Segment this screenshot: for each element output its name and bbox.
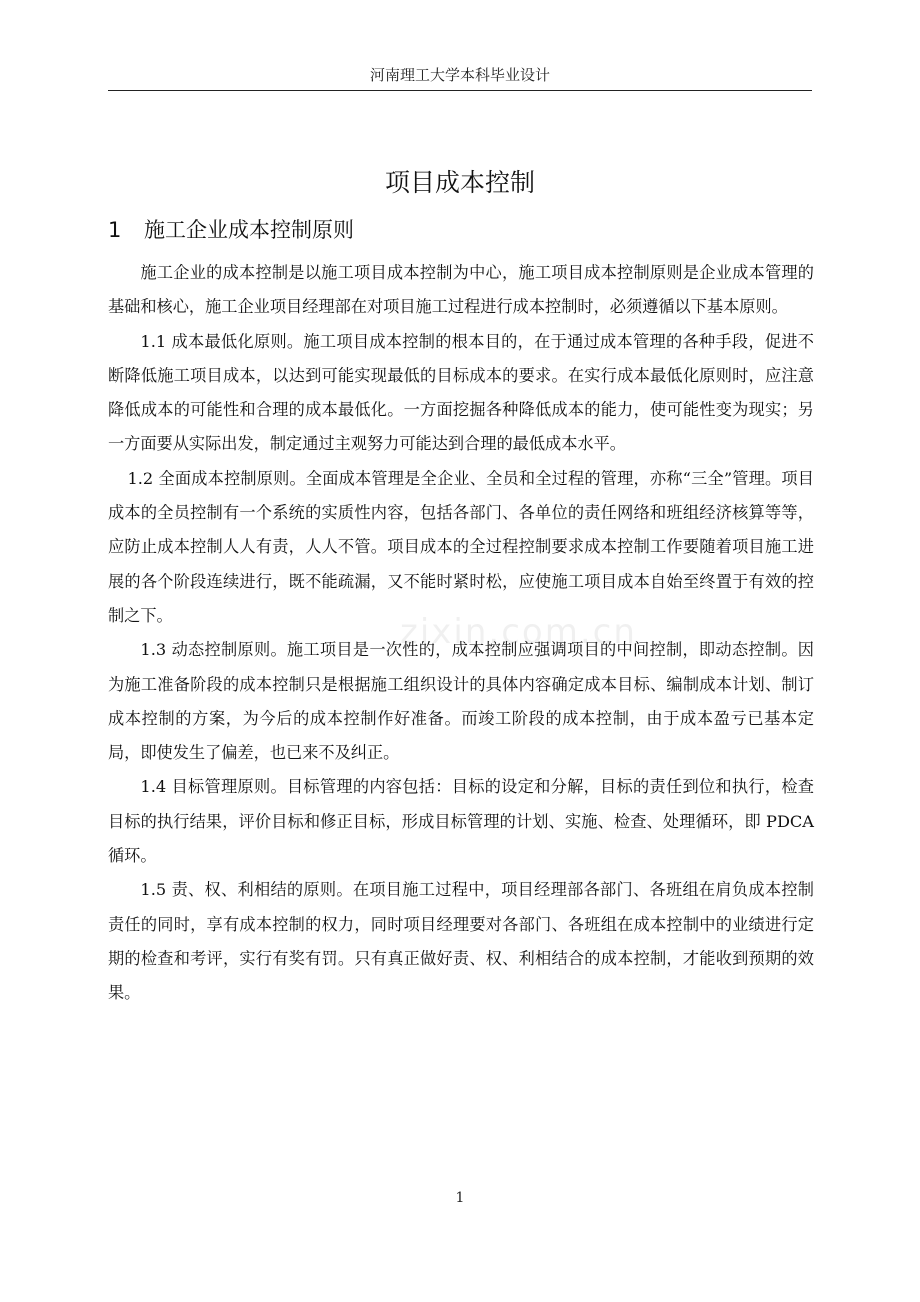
paragraph-1-3: 1.3 动态控制原则。施工项目是一次性的，成本控制应强调项目的中间控制，即动态控制。因为施工准备阶段的成本控制只是根据施工组织设计的具体内容确定成本目标、编制成本计划、制订成本控制的方案，为今后的成本控制作好准备。而竣工阶段的成本控制，由于成本盈亏已基本定局，即使发生了偏差，也已来不及纠正。	[108, 640, 814, 763]
header-text: 河南理工大学本科毕业设计	[369, 66, 550, 84]
paragraph-1-4: 1.4 目标管理原则。目标管理的内容包括：目标的设定和分解，目标的责任到位和执行，检查目标的执行结果，评价目标和修正目标，形成目标管理的计划、实施、检查、处理循环，即 PDCA 循环。	[108, 777, 814, 866]
document-title: 项目成本控制	[384, 168, 535, 197]
paragraph-1-1: 1.1 成本最低化原则。施工项目成本控制的根本目的，在于通过成本管理的各种手段，促进不断降低施工项目成本，以达到可能实现最低的目标成本的要求。在实行成本最低化原则时，应注意降低成本的可能性和合理的成本最低化。一方面挖掘各种降低成本的能力，使可能性变为现实；另一方面要从实际出发，制定通过主观努力可能达到合理的最低成本水平。	[108, 331, 814, 454]
section-heading-text: 施工企业成本控制原则	[144, 218, 354, 242]
paragraph-intro: 施工企业的成本控制是以施工项目成本控制为中心，施工项目成本控制原则是企业成本管理的基础和核心，施工企业项目经理部在对项目施工过程进行成本控制时，必须遵循以下基本原则。	[108, 263, 814, 317]
paragraph-1-5: 1.5 责、权、利相结的原则。在项目施工过程中，项目经理部各部门、各班组在肩负成本控制责任的同时，享有成本控制的权力，同时项目经理要对各部门、各班组在成本控制中的业绩进行定期的检查和考评，实行有奖有罚。只有真正做好责、权、利相结合的成本控制，才能收到预期的效果。	[108, 880, 814, 1003]
watermark: zixin.com.cn	[400, 612, 637, 652]
section-heading	[108, 212, 354, 248]
page-header	[108, 60, 812, 91]
paragraph-1-2: 1.2 全面成本控制原则。全面成本管理是全企业、全员和全过程的管理，亦称“三全”管理。项目成本的全员控制有一个系统的实质性内容，包括各部门、各单位的责任网络和班组经济核算等等，应防止成本控制人人有责，人人不管。项目成本的全过程控制要求成本控制工作要随着项目施工进展的各个阶段连续进行，既不能疏漏，又不能时紧时松，应使施工项目成本自始至终置于有效的控制之下。	[108, 468, 814, 625]
section-number: 1	[108, 218, 122, 242]
page-number: 1	[455, 1190, 465, 1206]
